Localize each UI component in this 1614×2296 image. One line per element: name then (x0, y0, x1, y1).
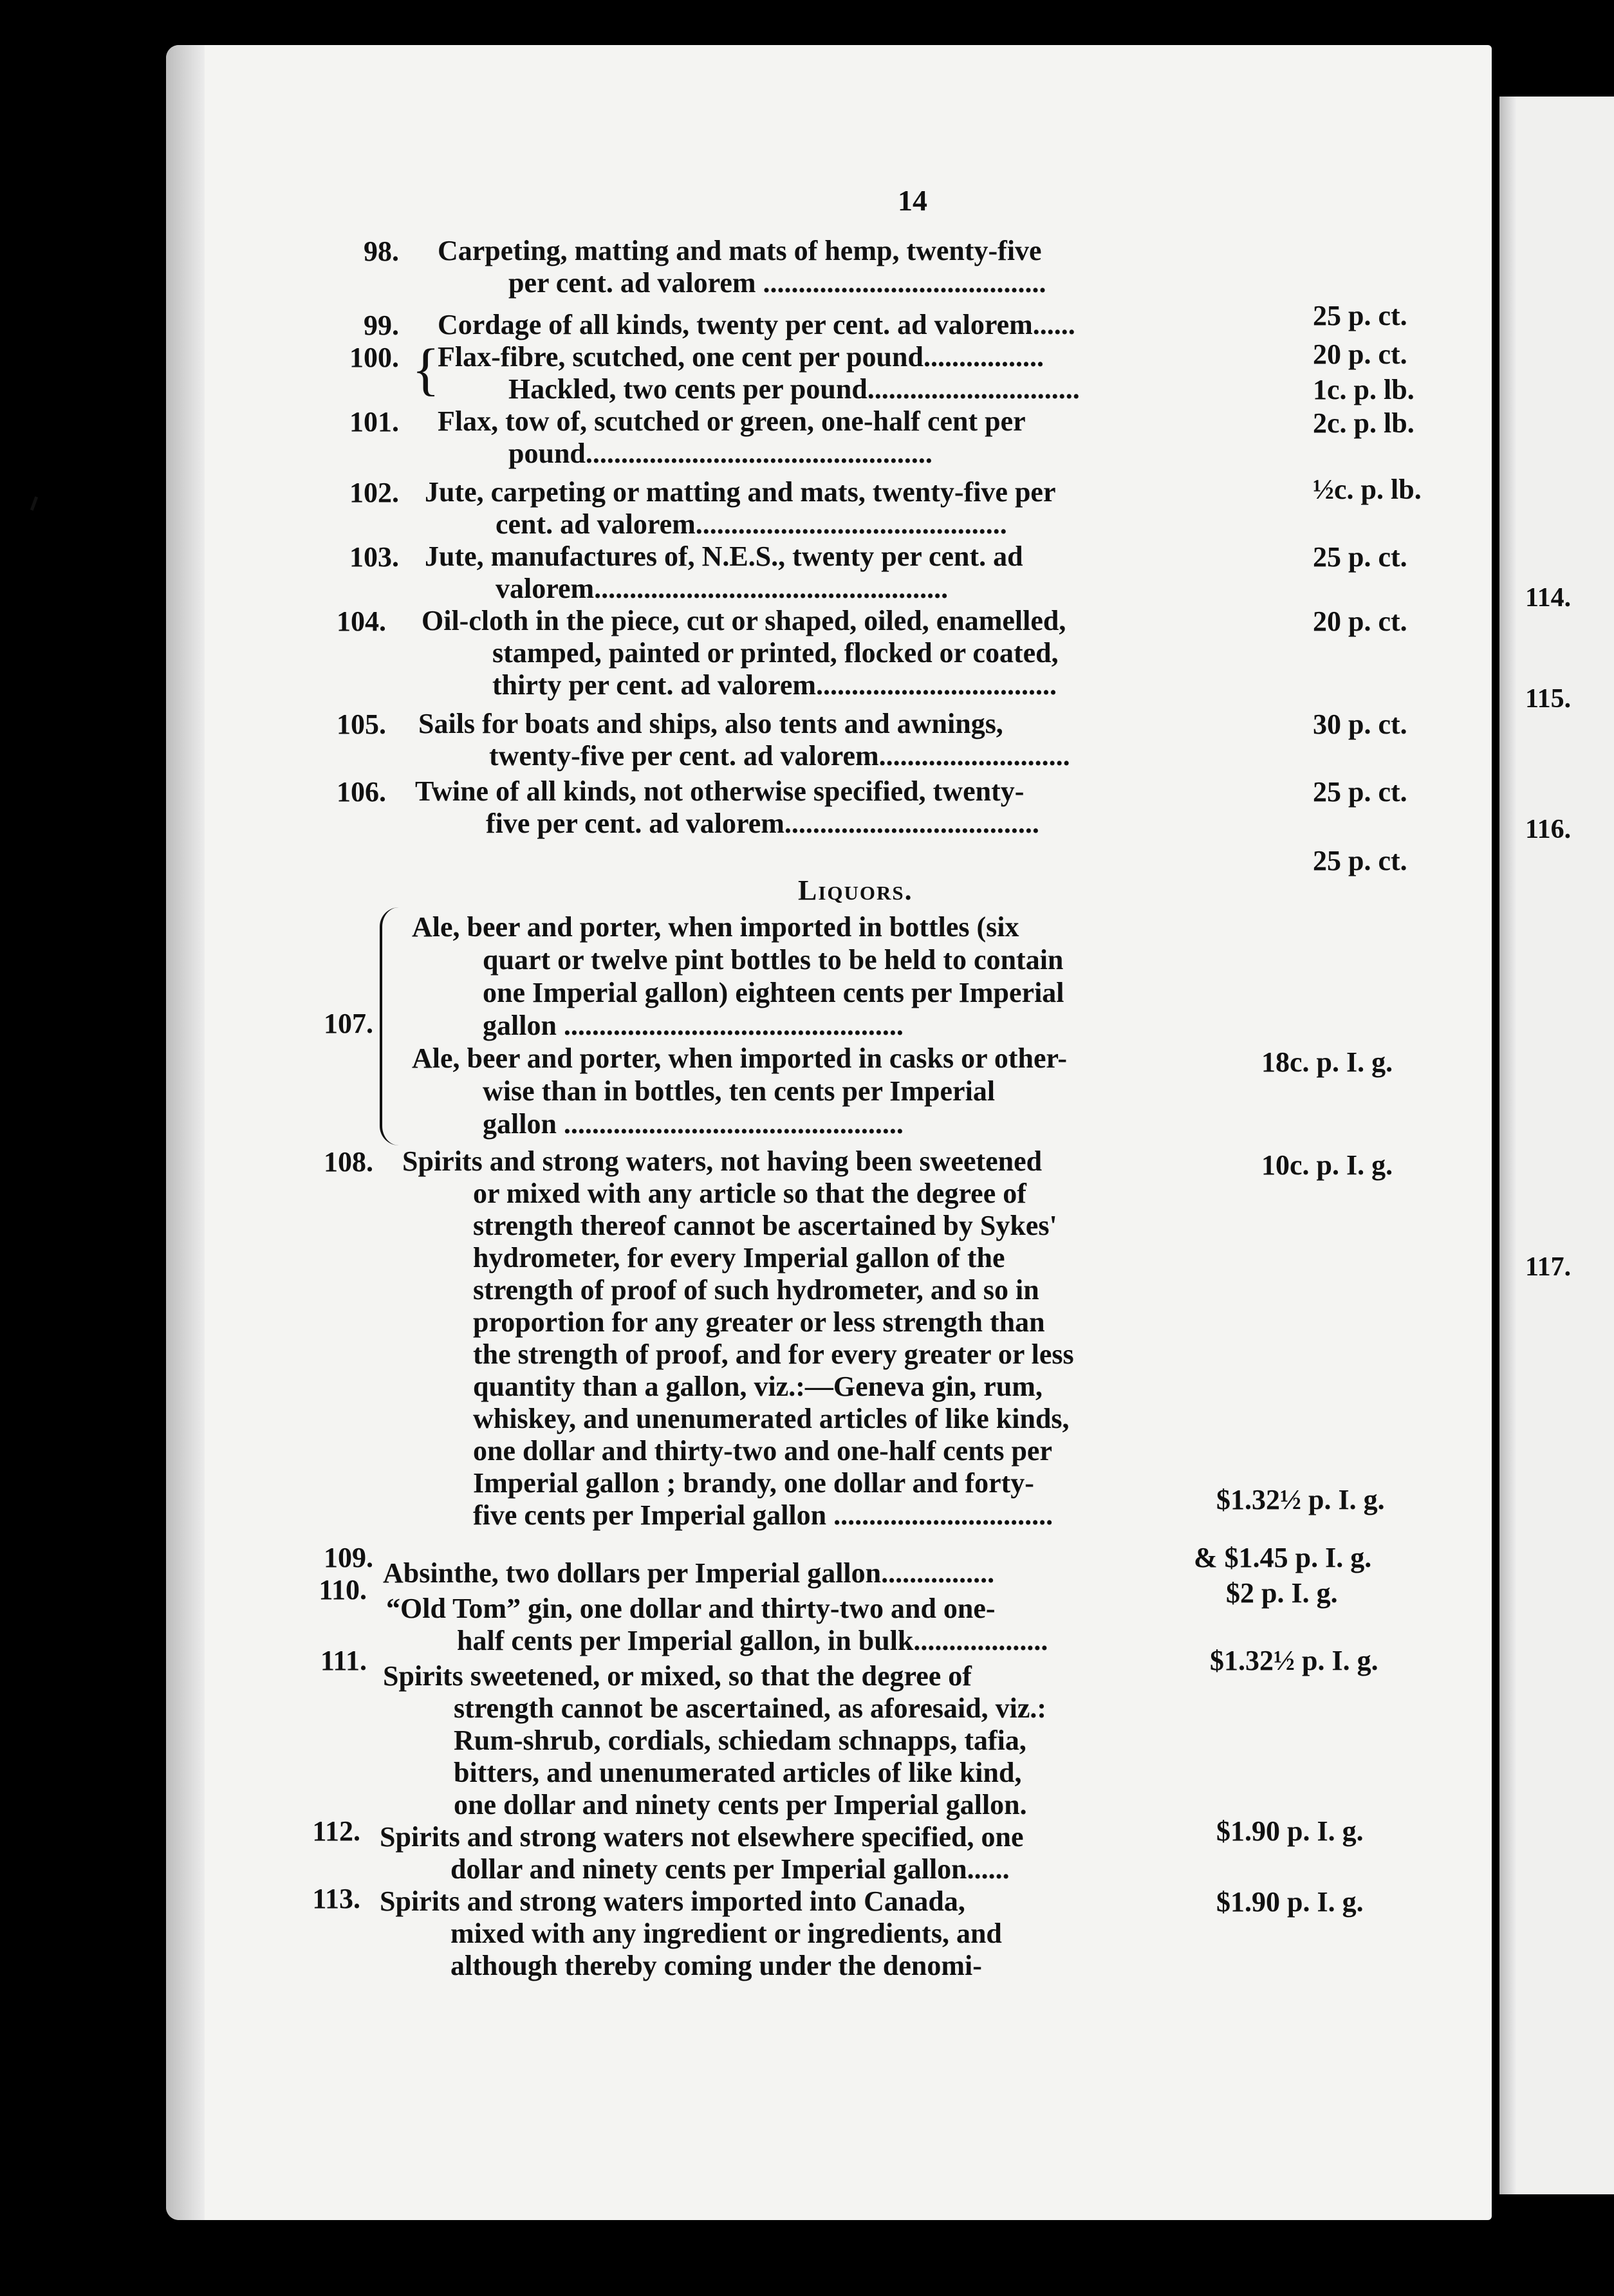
entry-line: gallon ................................................ (483, 1010, 904, 1041)
entry-line: strength of proof of such hydrometer, and so in (473, 1274, 1039, 1306)
entry-line: Jute, manufactures of, N.E.S., twenty per cent. ad (425, 541, 1023, 572)
entry-line: Flax-fibre, scutched, one cent per pound................. (438, 341, 1044, 373)
entry-line: per cent. ad valorem ........................................ (508, 267, 1046, 299)
entry-line: Absinthe, two dollars per Imperial gallon................ (383, 1557, 995, 1589)
entry-line: Oil-cloth in the piece, cut or shaped, oiled, enamelled, (422, 605, 1066, 636)
brace (380, 907, 408, 1145)
entry-line: hydrometer, for every Imperial gallon of the (473, 1242, 1005, 1273)
entry-line: half cents per Imperial gallon, in bulk................... (457, 1625, 1048, 1656)
entry-text (438, 341, 1248, 405)
entry-line: valorem.................................................. (496, 573, 949, 604)
entry-line: Ale, beer and porter, when imported in casks or other- (412, 1042, 1068, 1074)
entry-line: Spirits sweetened, or mixed, so that the degree of (383, 1660, 972, 1692)
entry-line: Ale, beer and porter, when imported in bottles (six (412, 911, 1019, 943)
duty-rate: 25 p. ct. (1313, 776, 1407, 808)
duty-rate: $1.32½ p. I. g. (1216, 1484, 1385, 1515)
entry-line: twenty-five per cent. ad valorem........................... (489, 740, 1070, 772)
entry-line: one Imperial gallon) eighteen cents per Imperial (483, 977, 1064, 1008)
entry-line: five cents per Imperial gallon ............................... (473, 1499, 1053, 1531)
adjacent-page-entry-number: 116. (1525, 815, 1572, 844)
duty-rate: 20 p. ct. (1313, 606, 1407, 637)
entry-line: Carpeting, matting and mats of hemp, twenty-five (438, 235, 1042, 266)
duty-rate: ½c. p. lb. (1313, 474, 1422, 505)
entry-number: 112. (312, 1815, 360, 1847)
entry-number: 113. (312, 1883, 360, 1914)
duty-rate: 25 p. ct. (1313, 300, 1407, 331)
entry-line: Flax, tow of, scutched or green, one-half cent per (438, 405, 1026, 437)
entry-line: Imperial gallon ; brandy, one dollar and forty- (473, 1467, 1034, 1499)
entry-line: Spirits and strong waters not elsewhere specified, one (380, 1821, 1024, 1853)
entry-line: Sails for boats and ships, also tents and awnings, (418, 708, 1003, 739)
entry-line: Jute, carpeting or matting and mats, twenty-five per (425, 476, 1056, 508)
entry-text (425, 541, 1236, 605)
adjacent-page-entry-number: 117. (1525, 1252, 1572, 1282)
entry-line: quantity than a gallon, viz.:—Geneva gin, rum, (473, 1371, 1043, 1402)
entry-line: Twine of all kinds, not otherwise specified, twenty- (415, 775, 1025, 807)
entry-line: pound................................................. (508, 438, 932, 469)
entry-line: although thereby coming under the denomi- (450, 1950, 982, 1981)
duty-rate: 25 p. ct. (1313, 541, 1407, 573)
entry-text (383, 1557, 1194, 1589)
entry-number: 107. (324, 1008, 373, 1039)
entry-line: Spirits and strong waters, not having been sweetened (402, 1145, 1043, 1177)
duty-rate: 1c. p. lb. (1313, 374, 1415, 405)
entry-line: Spirits and strong waters imported into Canada, (380, 1885, 965, 1917)
entry-line: bitters, and unenumerated articles of like kind, (454, 1757, 1022, 1788)
entry-text (438, 309, 1248, 341)
entry-number: 102. (349, 477, 399, 508)
duty-rate: & $1.45 p. I. g. (1194, 1542, 1372, 1573)
entry-line: “Old Tom” gin, one dollar and thirty-two and one- (386, 1593, 996, 1624)
entry-line: thirty per cent. ad valorem.................................. (492, 669, 1057, 701)
entry-number: 111. (320, 1645, 367, 1676)
duty-rate: $1.90 p. I. g. (1216, 1886, 1364, 1918)
adjacent-page-entry-number: 115. (1525, 684, 1572, 714)
entry-text (402, 1145, 1213, 1532)
entry-number: 104. (337, 606, 386, 637)
entry-text (438, 405, 1248, 470)
entry-number: 98. (364, 236, 399, 267)
adjacent-page-edge (1499, 97, 1614, 2194)
entry-number: 99. (364, 310, 399, 341)
entry-line: whiskey, and unenumerated articles of like kinds, (473, 1403, 1070, 1434)
entry-line: mixed with any ingredient or ingredients, and (450, 1918, 1002, 1949)
entry-line: one dollar and thirty-two and one-half cents per (473, 1435, 1052, 1467)
duty-rate: $1.90 p. I. g. (1216, 1815, 1364, 1847)
duty-rate: 2c. p. lb. (1313, 407, 1415, 439)
entry-line: five per cent. ad valorem.................................... (486, 808, 1039, 839)
entry-line: cent. ad valorem............................................ (496, 508, 1007, 540)
entry-text (386, 1593, 1197, 1657)
entry-text (412, 911, 1223, 1140)
entry-text (422, 605, 1232, 701)
entry-line: gallon ................................................ (483, 1108, 904, 1140)
duty-rate: $2 p. I. g. (1226, 1577, 1338, 1609)
section-heading: Liquors. (798, 875, 913, 906)
duty-rate: 30 p. ct. (1313, 708, 1407, 740)
entry-line: Rum-shrub, cordials, schiedam schnapps, tafia, (454, 1725, 1026, 1756)
entry-number: 108. (324, 1146, 373, 1178)
entry-line: strength thereof cannot be ascertained by Sykes' (473, 1210, 1057, 1241)
adjacent-page-entry-number: 114. (1525, 583, 1572, 613)
entry-number: 105. (337, 708, 386, 740)
entry-line: proportion for any greater or less strength than (473, 1306, 1045, 1338)
entry-line: stamped, painted or printed, flocked or coated, (492, 637, 1059, 669)
entry-text (380, 1885, 1191, 1982)
entry-line: Hackled, two cents per pound.............................. (508, 373, 1080, 405)
brace: { (412, 338, 440, 402)
entry-number: 109. (324, 1542, 373, 1573)
entry-text (425, 476, 1236, 541)
duty-rate: 20 p. ct. (1313, 338, 1407, 370)
entry-line: quart or twelve pint bottles to be held to contain (483, 944, 1064, 976)
entry-line: one dollar and ninety cents per Imperial gallon. (454, 1789, 1027, 1820)
scan-mark (30, 496, 38, 510)
entry-text (380, 1821, 1191, 1885)
entry-text (383, 1660, 1194, 1821)
entry-number: 101. (349, 406, 399, 438)
page-number: 14 (898, 184, 927, 217)
entry-text (438, 235, 1248, 299)
duty-rate: 10c. p. I. g. (1261, 1149, 1393, 1181)
entry-line: wise than in bottles, ten cents per Imperial (483, 1075, 996, 1107)
entry-line: or mixed with any article so that the degree of (473, 1178, 1026, 1209)
entry-number: 100. (349, 342, 399, 373)
entry-number: 110. (319, 1574, 367, 1606)
entry-number: 106. (337, 776, 386, 808)
duty-rate: 18c. p. I. g. (1261, 1046, 1393, 1078)
entry-line: dollar and ninety cents per Imperial gallon...... (450, 1853, 1010, 1885)
entry-line: the strength of proof, and for every greater or less (473, 1338, 1074, 1370)
duty-rate: $1.32½ p. I. g. (1210, 1645, 1378, 1676)
entry-line: strength cannot be ascertained, as aforesaid, viz.: (454, 1692, 1047, 1724)
entry-line: Cordage of all kinds, twenty per cent. ad valorem...... (438, 309, 1075, 340)
entry-text (418, 708, 1229, 772)
entry-text (415, 775, 1226, 840)
entry-number: 103. (349, 541, 399, 573)
duty-rate: 25 p. ct. (1313, 845, 1407, 876)
